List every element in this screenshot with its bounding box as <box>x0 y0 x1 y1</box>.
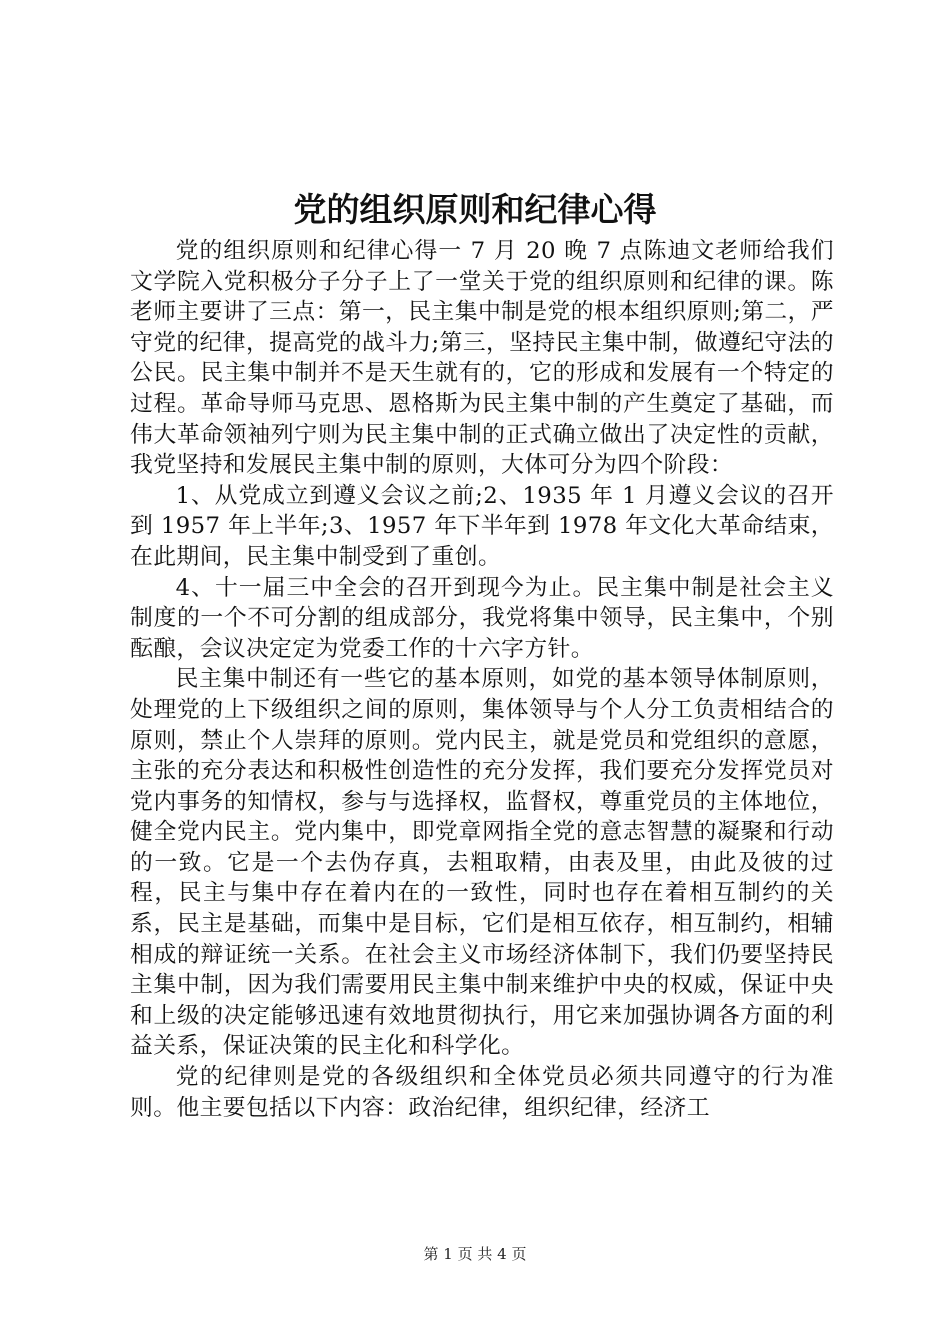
paragraph: 民主集中制还有一些它的基本原则，如党的基本领导体制原则，处理党的上下级组织之间的原则，集体领导与个人分工负责相结合的原则，禁止个人崇拜的原则。党内民主，就是党员和党组织的意愿，主张的充分表达和积极性创造性的充分发挥，我们要充分发挥党员对党内事务的知情权，参与与选择权，监督权，尊重党员的主体地位，健全党内民主。党内集中，即党章网指全党的意志智慧的凝聚和行动的一致。它是一个去伪存真，去粗取精，由表及里，由此及彼的过程，民主与集中存在着内在的一致性，同时也存在着相互制约的关系，民主是基础，而集中是目标，它们是相互依存，相互制约，相辅相成的辩证统一关系。在社会主义市场经济体制下，我们仍要坚持民主集中制，因为我们需要用民主集中制来维护中央的权威，保证中央和上级的决定能够迅速有效地贯彻执行，用它来加强协调各方面的利益关系，保证决策的民主化和科学化。 <box>130 666 834 1060</box>
paragraph: 党的组织原则和纪律心得一 7 月 20 晚 7 点陈迪文老师给我们文学院入党积极分子分子上了一堂关于党的组织原则和纪律的课。陈老师主要讲了三点：第一，民主集中制是党的根本组织原则;第二，严守党的纪律，提高党的战斗力;第三，坚持民主集中制，做遵纪守法的公民。民主集中制并不是天生就有的，它的形成和发展有一个特定的过程。革命导师马克思、恩格斯为民主集中制的产生奠定了基础，而伟大革命领袖列宁则为民主集中制的正式确立做出了决定性的贡献，我党坚持和发展民主集中制的原则，大体可分为四个阶段： <box>130 238 834 479</box>
document-title: 党的组织原则和纪律心得 <box>293 190 657 229</box>
paragraph: 1、从党成立到遵义会议之前;2、1935 年 1 月遵义会议的召开到 1957 年上半年;3、1957 年下半年到 1978 年文化大革命结束，在此期间，民主集中制受到了重创。 <box>130 482 835 570</box>
page-footer: 第 1 页 共 4 页 <box>423 1245 527 1263</box>
paragraph: 4、十一届三中全会的召开到现今为止。民主集中制是社会主义制度的一个不可分割的组成部分，我党将集中领导，民主集中，个别酝酿，会议决定定为党委工作的十六字方针。 <box>130 574 834 662</box>
paragraph: 党的纪律则是党的各级组织和全体党员必须共同遵守的行为准则。他主要包括以下内容：政治纪律，组织纪律，经济工 <box>130 1064 834 1121</box>
document-body <box>130 236 834 1123</box>
